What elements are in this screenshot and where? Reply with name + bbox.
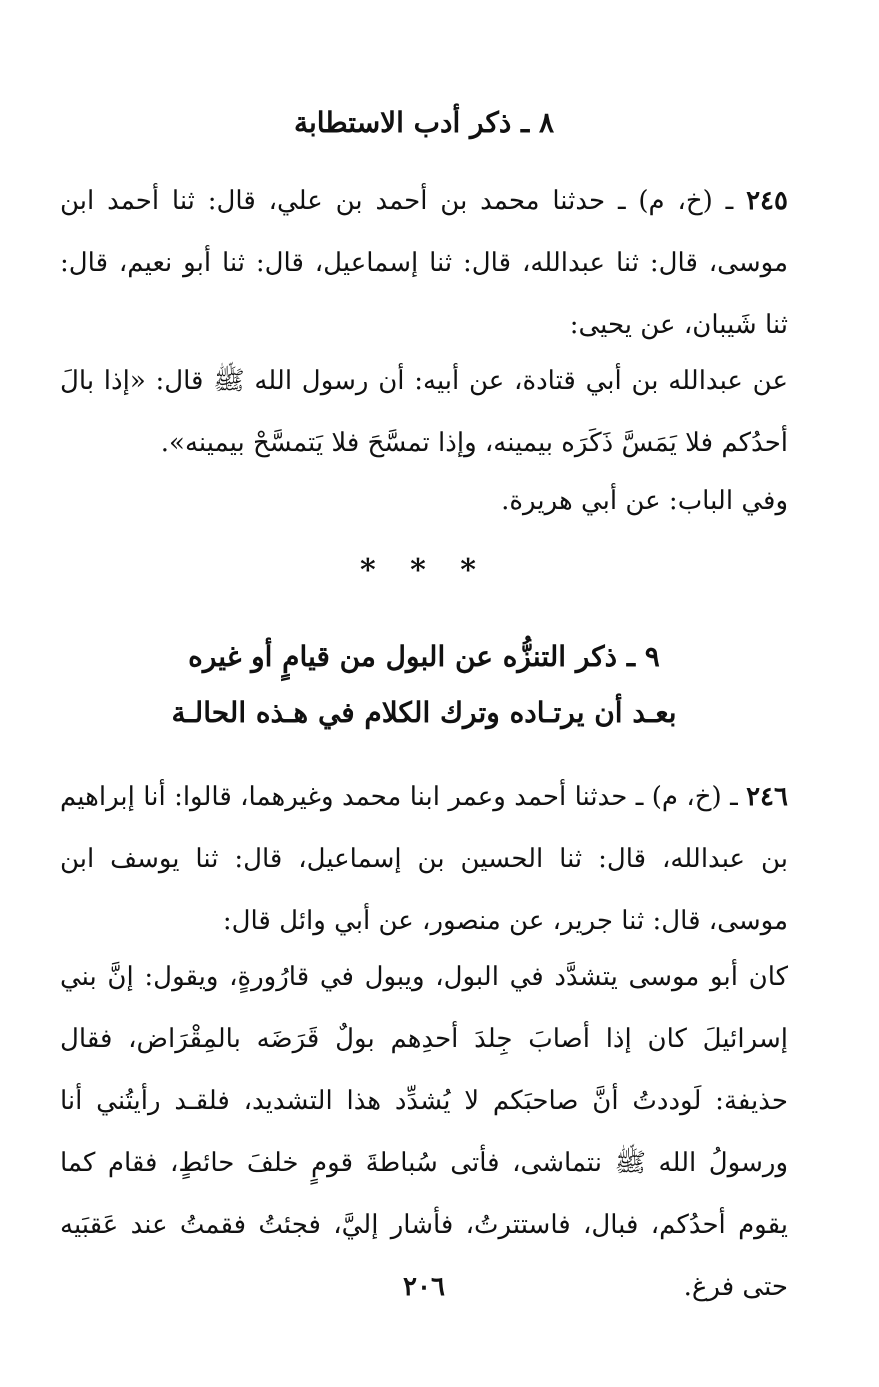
section-9-heading-line-2: بعـد أن يرتـاده وترك الكلام في هـذه الحالـة [171,696,677,729]
section-8-heading: ٨ ـ ذكر أدب الاستطابة [293,106,555,139]
hadith-245-matn: عن عبدالله بن أبي قتادة، عن أبيه: أن رسول الله ﷺ قال: «إذا بالَ أحدُكم فلا يَمَسَّ ذَكَرَه بيمينه، وإذا تمسَّحَ فلا يَتمسَّحْ بيمينه». [60,366,788,458]
section-9-heading-line-1: ٩ ـ ذكر التنزُّه عن البول من قيامٍ أو غيره [188,640,660,673]
page-number: ٢٠٦ [403,1272,445,1302]
section-separator-stars: * * * [360,553,488,588]
hadith-245-bab: وفي الباب: عن أبي هريرة. [501,486,788,516]
hadith-246-number: ٢٤٦ [746,782,788,812]
hadith-245-number: ٢٤٥ [746,186,788,216]
hadith-246-isnad [60,766,788,952]
hadith-245-isnad-text: ـ (خ، م) ـ حدثنا محمد بن أحمد بن علي، قال: ثنا أحمد ابن موسى، قال: ثنا عبدالله، قال: ثنا إسماعيل، قال: ثنا أبو نعيم، قال: ثنا شَيبان، عن يحيى: [60,186,788,340]
hadith-245-isnad [60,170,788,356]
book-page [60,0,788,1387]
hadith-246-matn: كان أبو موسى يتشدَّد في البول، ويبول في قارُورةٍ، ويقول: إنَّ بني إسرائيلَ كان إذا أصابَ جِلدَ أحدِهم بولٌ قَرَضَه بالمِقْرَاض، فقال حذيفة: لَوددتُ أنَّ صاحبَكم لا يُشدِّد هذا التشديد، فلقـد رأيتُني أنا ورسولُ الله ﷺ نتماشى، فأتى سُباطةَ قومٍ خلفَ حائطٍ، فقام كما يقوم أحدُكم، فبال، فاستترتُ، فأشار إليَّ، فجئتُ فقمتُ عند عَقبَيه حتى فرغ. [60,962,788,1302]
hadith-246-isnad-text: ـ (خ، م) ـ حدثنا أحمد وعمر ابنا محمد وغيرهما، قالوا: أنا إبراهيم بن عبدالله، قال: ثنا الحسين بن إسماعيل، قال: ثنا يوسف ابن موسى، قال: ثنا جرير، عن منصور، عن أبي وائل قال: [60,782,788,936]
